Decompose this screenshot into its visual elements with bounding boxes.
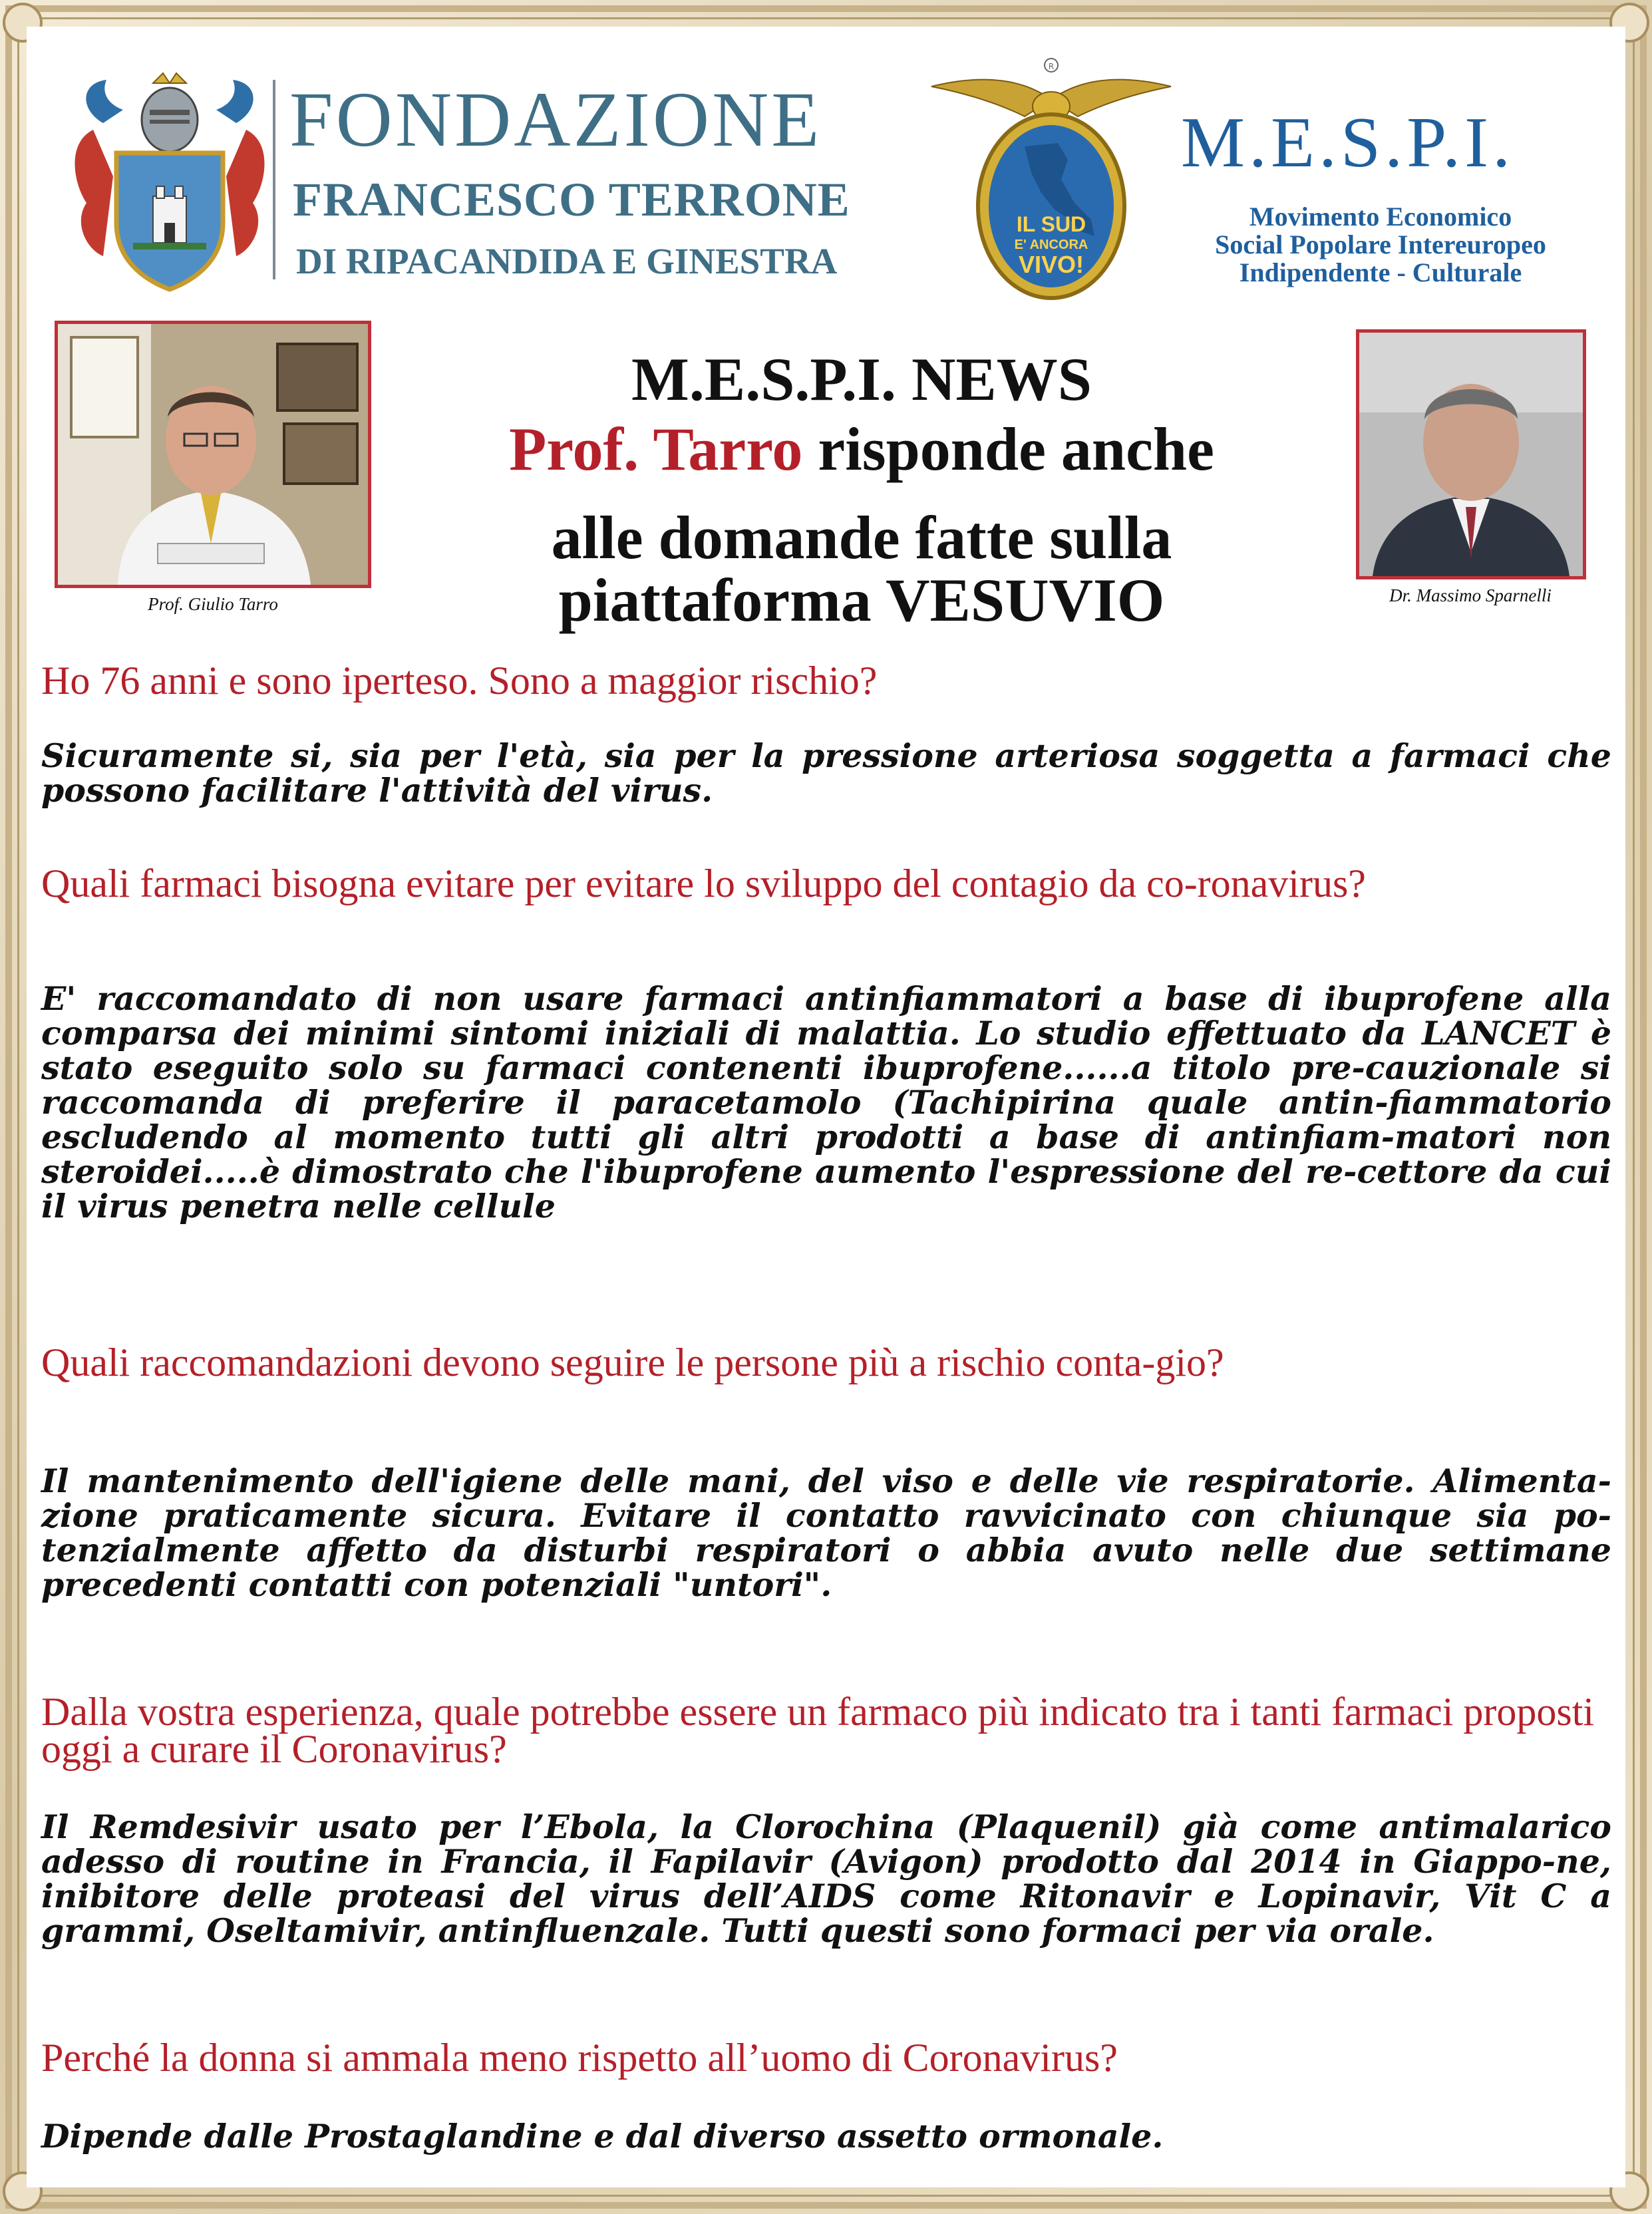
headline-line2 [386, 412, 1337, 486]
mespi-line2: Social Popolare Intereuropeo [1215, 230, 1546, 259]
caption-dr-sparnelli: Dr. Massimo Sparnelli [1389, 585, 1552, 605]
answer-2: E' raccomandato di non usare farmaci antinfiammatori a base di ibuprofene alla comparsa dei minimi sintomi iniziali di malattia. Lo studio effettuato da LANCET è stato eseguito solo su farmaci contenenti ibuprofene......a titolo pre-cauzionale si raccomanda di preferire il paracetamolo (Tachipirina quale antin-fiammatorio escludendo al momento tutti gli altri prodotti a base di antinfiam-matori non steroidei.....è dimostrato che l'ibuprofene aumento l'espressione del re-cettore da cui il virus penetra nelle cellule [41, 979, 1611, 1225]
answer-5: Dipende dalle Prostaglandine e dal diverso assetto ormonale. [41, 2117, 1164, 2155]
headline-line3: alle domande fatte sulla [551, 504, 1172, 571]
foundation-subtitle: FRANCESCO TERRONE [293, 173, 850, 226]
answer-1: Sicuramente si, sia per l'età, sia per la pressione arteriosa soggetta a farmaci che possono facilitare l'attività del virus. [41, 736, 1611, 810]
headline-line4: piattaforma VESUVIO [558, 566, 1165, 634]
logo-text-line3: VIVO! [1018, 251, 1084, 278]
logo-text-line2: E' ANCORA [1014, 237, 1088, 252]
headline-line2-rest: risponde anche [802, 415, 1214, 483]
photo-prof-tarro [55, 321, 371, 588]
registered-mark: R [1048, 62, 1055, 71]
question-3: Quali raccomandazioni devono seguire le persone più a rischio conta-gio? [41, 1341, 1224, 1384]
logo-text-line1: IL SUD [1016, 212, 1086, 236]
mespi-logo [925, 53, 1178, 306]
answer-4: Il Remdesivir usato per l’Ebola, la Clorochina (Plaquenil) già come antimalarico adesso di routine in Francia, il Fapilavir (Avigon) prodotto dal 2014 in Giappo-ne, inibitore delle proteasi del virus dell’AIDS come Ritonavir e Lopinavir, Vit C a grammi, Oseltamivir, antinfluenzale. Tutti questi sono formaci per via orale. [41, 1808, 1611, 1950]
mespi-name: M.E.S.P.I. [1181, 103, 1515, 182]
mespi-description [1168, 203, 1593, 287]
foundation-location: DI RIPACANDIDA E GINESTRA [296, 241, 838, 281]
headline [386, 345, 1337, 634]
answer-3: Il mantenimento dell'igiene delle mani, del viso e delle vie respiratorie. Alimenta-zione praticamente sicura. Evitare il contatto ravvicinato con chiunque sia po-tenzialmente affetto da disturbi respiratori o abbia avuto nelle due settimane precedenti contatti con potenziali "untori". [41, 1462, 1611, 1604]
question-5: Perché la donna si ammala meno rispetto all’uomo di Coronavirus? [41, 2036, 1118, 2080]
mespi-line1: Movimento Economico [1249, 202, 1512, 232]
portrait-image [1359, 333, 1583, 576]
portrait-image [58, 324, 368, 585]
photo-dr-sparnelli [1356, 329, 1586, 579]
caption-prof-tarro: Prof. Giulio Tarro [148, 594, 278, 614]
mespi-line3: Indipendente - Culturale [1239, 257, 1522, 287]
question-1: Ho 76 anni e sono iperteso. Sono a maggior rischio? [41, 659, 878, 703]
foundation-name: FONDAZIONE [289, 76, 822, 163]
headline-line1: M.E.S.P.I. NEWS [631, 345, 1092, 413]
question-2: Quali farmaci bisogna evitare per evitare lo sviluppo del contagio da co-ronavirus? [41, 862, 1366, 905]
headline-highlight: Prof. Tarro [509, 415, 803, 483]
question-4: Dalla vostra esperienza, quale potrebbe essere un farmaco più indicato tra i tanti farmaci proposti oggi a curare il Coronavirus? [41, 1690, 1595, 1771]
header-divider [273, 80, 275, 279]
coat-of-arms-icon [67, 70, 273, 293]
